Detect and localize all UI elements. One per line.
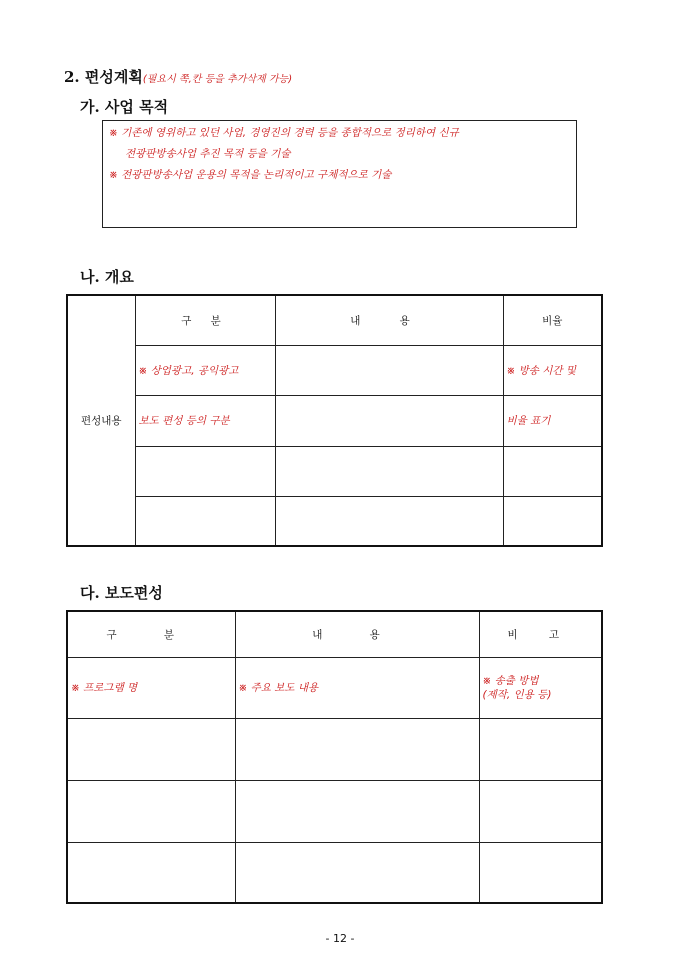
report-r1-category: ※ 프로그램 명 bbox=[67, 657, 235, 718]
report-heading: 다. 보도편성 bbox=[80, 584, 163, 602]
report-r1-note-line2: (제작, 인용 등) bbox=[482, 688, 552, 701]
overview-header-row bbox=[67, 295, 602, 345]
page-number: - 12 - bbox=[325, 932, 355, 945]
section-heading bbox=[64, 66, 292, 87]
overview-col-category: 구 분 bbox=[135, 295, 275, 345]
report-r4-content bbox=[235, 842, 479, 903]
overview-r1-content bbox=[275, 345, 503, 395]
purpose-line-1: ※ 기존에 영위하고 있던 사업, 경영진의 경력 등을 종합적으로 정리하여 신규 bbox=[109, 127, 459, 139]
overview-col-ratio: 비율 bbox=[503, 295, 602, 345]
overview-r3-ratio bbox=[503, 446, 602, 496]
report-header-row bbox=[67, 611, 602, 657]
report-r4-note bbox=[479, 842, 602, 903]
section-note: (필요시 쪽,칸 등을 추가삭제 가능) bbox=[142, 74, 293, 85]
table-row bbox=[67, 718, 602, 780]
purpose-line-2: 전광판방송사업 추진 목적 등을 기술 bbox=[125, 148, 291, 160]
overview-r3-content bbox=[275, 446, 503, 496]
report-r2-content bbox=[235, 718, 479, 780]
table-row bbox=[67, 345, 602, 395]
overview-r2-content bbox=[275, 395, 503, 446]
overview-r4-content bbox=[275, 496, 503, 546]
report-table bbox=[66, 610, 603, 904]
report-col-category: 구 분 bbox=[67, 611, 235, 657]
report-r2-note bbox=[479, 718, 602, 780]
table-row bbox=[67, 496, 602, 546]
overview-table bbox=[66, 294, 603, 547]
report-r2-category bbox=[67, 718, 235, 780]
overview-r2-category: 보도 편성 등의 구분 bbox=[135, 395, 275, 446]
table-row bbox=[67, 842, 602, 903]
report-r3-content bbox=[235, 780, 479, 842]
report-r1-note bbox=[479, 657, 602, 718]
report-r4-category bbox=[67, 842, 235, 903]
table-row bbox=[67, 446, 602, 496]
table-row bbox=[67, 657, 602, 718]
overview-r4-category bbox=[135, 496, 275, 546]
report-r1-content: ※ 주요 보도 내용 bbox=[235, 657, 479, 718]
purpose-line-3: ※ 전광판방송사업 운용의 목적을 논리적이고 구체적으로 기술 bbox=[109, 169, 392, 181]
overview-row-label: 편성내용 bbox=[67, 295, 135, 546]
overview-r2-ratio: 비율 표기 bbox=[503, 395, 602, 446]
overview-r1-category: ※ 상업광고, 공익광고 bbox=[135, 345, 275, 395]
purpose-box bbox=[102, 120, 577, 228]
table-row bbox=[67, 780, 602, 842]
report-r1-note-line1: ※ 송출 방법 bbox=[482, 674, 539, 687]
overview-r1-ratio: ※ 방송 시간 및 bbox=[503, 345, 602, 395]
report-r3-category bbox=[67, 780, 235, 842]
section-title: 2. 편성계획 bbox=[64, 68, 143, 86]
table-row bbox=[67, 395, 602, 446]
report-r3-note bbox=[479, 780, 602, 842]
overview-heading: 나. 개요 bbox=[80, 268, 134, 286]
report-col-content: 내 용 bbox=[235, 611, 479, 657]
report-col-note: 비 고 bbox=[479, 611, 602, 657]
overview-r4-ratio bbox=[503, 496, 602, 546]
overview-r3-category bbox=[135, 446, 275, 496]
purpose-heading: 가. 사업 목적 bbox=[80, 98, 169, 116]
overview-col-content: 내 용 bbox=[275, 295, 503, 345]
